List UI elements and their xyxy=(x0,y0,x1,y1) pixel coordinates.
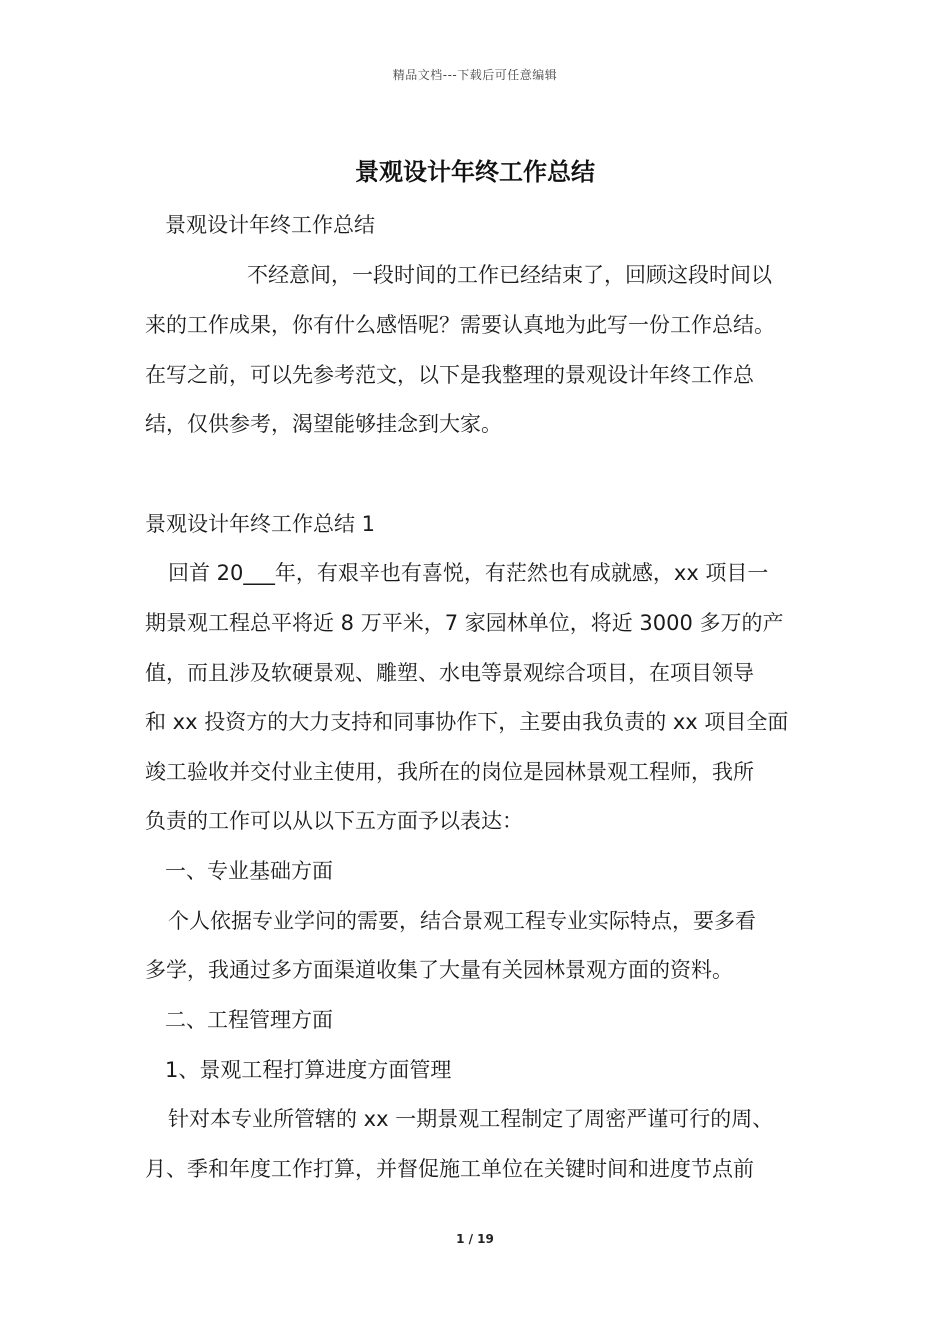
header-note: 精品文档---下载后可任意编辑 xyxy=(392,68,558,82)
body-line: 和 xx 投资方的大力支持和同事协作下，主要由我负责的 xx 项目全面 xyxy=(145,710,789,734)
body-line: 不经意间，一段时间的工作已经结束了，回顾这段时间以 xyxy=(247,263,772,287)
subtitle-line: 景观设计年终工作总结 xyxy=(165,213,375,237)
page-number: 1 / 19 xyxy=(456,1232,494,1246)
section-heading: 景观设计年终工作总结 1 xyxy=(145,512,376,536)
body-line: 多学，我通过多方面渠道收集了大量有关园林景观方面的资料。 xyxy=(145,958,733,982)
body-line: 针对本专业所管辖的 xx 一期景观工程制定了周密严谨可行的周、 xyxy=(168,1107,774,1131)
body-line: 来的工作成果，你有什么感悟呢？需要认真地为此写一份工作总结。 xyxy=(145,313,775,337)
subheading: 一、专业基础方面 xyxy=(165,859,333,883)
document-title: 景观设计年终工作总结 xyxy=(355,158,595,186)
body-line: 回首 20___年，有艰辛也有喜悦，有茫然也有成就感，xx 项目一 xyxy=(168,561,769,585)
subheading: 1、景观工程打算进度方面管理 xyxy=(165,1058,452,1082)
body-line: 结，仅供参考，渴望能够挂念到大家。 xyxy=(145,412,502,436)
body-line: 月、季和年度工作打算，并督促施工单位在关键时间和进度节点前 xyxy=(145,1157,754,1181)
body-line: 值，而且涉及软硬景观、雕塑、水电等景观综合项目，在项目领导 xyxy=(145,661,754,685)
body-line: 竣工验收并交付业主使用，我所在的岗位是园林景观工程师，我所 xyxy=(145,760,754,784)
body-line: 个人依据专业学问的需要，结合景观工程专业实际特点，要多看 xyxy=(168,909,756,933)
body-line: 期景观工程总平将近 8 万平米，7 家园林单位，将近 3000 多万的产 xyxy=(145,611,784,635)
subheading: 二、工程管理方面 xyxy=(165,1008,333,1032)
body-line: 负责的工作可以从以下五方面予以表达： xyxy=(145,809,523,833)
body-line: 在写之前，可以先参考范文，以下是我整理的景观设计年终工作总 xyxy=(145,363,754,387)
